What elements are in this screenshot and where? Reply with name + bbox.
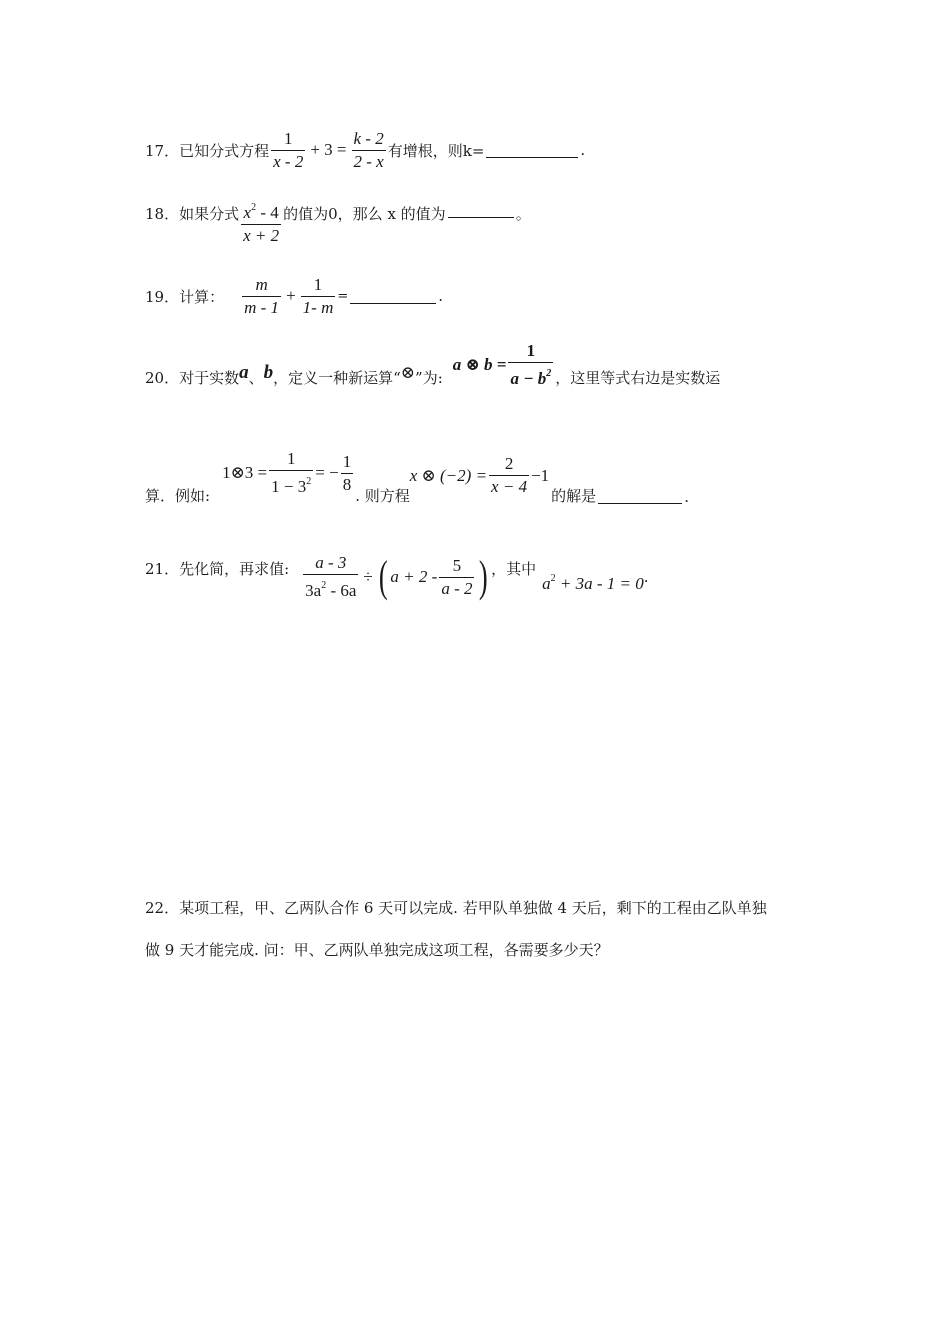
question-number: 19．	[145, 287, 180, 306]
fraction-denominator: a - 2	[441, 578, 473, 598]
question-22-line-1: 22．某项工程，甲、乙两队合作 6 天可以完成. 若甲队单独做 4 天后，剩下的工程由乙队单独	[145, 899, 767, 917]
fraction-1	[303, 554, 358, 600]
exponent: 2	[251, 202, 257, 213]
separator: 、	[248, 368, 264, 387]
question-prompt: 计算：	[179, 287, 225, 306]
question-prompt: 对于实数	[179, 368, 240, 387]
exponent: 2	[550, 572, 556, 584]
question-tail: ，这里等式右边是实数运	[555, 368, 721, 387]
fraction-denominator: x − 4	[491, 477, 528, 496]
paren-open: (	[378, 552, 388, 601]
question-number: 20．	[145, 368, 180, 387]
fraction-denominator: 2 - x	[353, 151, 384, 171]
fraction-numerator: 1	[283, 128, 293, 148]
fraction-denominator	[303, 574, 358, 600]
fraction-2	[352, 130, 386, 171]
exponent: 2	[321, 580, 327, 591]
fraction-numerator	[242, 199, 281, 224]
fraction-denominator: m - 1	[244, 297, 280, 317]
equation-lhs: x ⊗ (−2) =	[409, 465, 488, 485]
fraction-numerator: 1	[342, 451, 352, 471]
definition-text: ，定义一种新运算“	[273, 368, 401, 387]
definition-lhs: a ⊗ b =	[452, 355, 507, 374]
variable-x: x	[243, 203, 252, 222]
question-prompt: 如果分式	[179, 205, 240, 223]
fraction-1	[242, 276, 281, 317]
divide-sign: ÷	[363, 567, 373, 586]
denominator-rest: - 6a	[326, 581, 357, 600]
answer-blank[interactable]	[486, 143, 578, 158]
example-lhs: 1⊗3 =	[222, 463, 268, 482]
fraction-denominator	[508, 362, 553, 388]
question-end: 。	[515, 205, 531, 223]
example-equals: = −	[315, 463, 339, 482]
question-prompt: 先化简，再求值:	[179, 559, 290, 578]
question-end: .	[438, 287, 444, 305]
answer-blank[interactable]	[598, 489, 682, 504]
fraction-numerator: 5	[452, 555, 462, 575]
fraction-numerator: 1	[286, 449, 296, 468]
otimes-symbol: ⊗	[400, 363, 416, 382]
fraction-numerator: 2	[504, 454, 514, 473]
fraction-numerator: 1	[313, 274, 323, 294]
fraction-numerator: a - 3	[315, 553, 347, 572]
example-fraction-1	[269, 450, 313, 496]
question-19	[145, 273, 443, 319]
condition	[542, 573, 644, 594]
operator: + 3 =	[310, 140, 347, 159]
question-number: 17．	[145, 141, 180, 160]
operator: +	[286, 286, 296, 305]
fraction-numerator: m	[255, 274, 268, 294]
question-20-line-2	[145, 449, 689, 508]
answer-blank[interactable]	[448, 203, 514, 218]
fraction-denominator	[269, 470, 313, 496]
example-expression	[222, 450, 355, 496]
question-number: 18．	[145, 205, 180, 223]
denominator-base: 1 − 3	[271, 477, 307, 496]
example-fraction-2	[341, 453, 354, 494]
fraction-1	[271, 130, 305, 171]
equation-expression	[410, 455, 549, 496]
equals-sign: =	[337, 288, 349, 304]
fraction-denominator: 8	[342, 474, 352, 494]
example-tail: . 则方程	[355, 487, 410, 505]
paren-close: )	[479, 552, 489, 601]
equation-fraction	[489, 455, 529, 496]
condition-rest: + 3a - 1 = 0	[555, 573, 644, 593]
question-number: 21．	[145, 559, 180, 578]
denominator-base: a − b	[510, 369, 547, 388]
question-17	[145, 127, 585, 173]
fraction	[241, 199, 281, 245]
numerator-rest: - 4	[256, 203, 279, 222]
question-22-line-2: 做 9 天才能完成. 问：甲、乙两队单独完成这项工程，各需要多少天？	[145, 941, 609, 959]
fraction-2	[439, 557, 474, 598]
answer-blank[interactable]	[350, 289, 436, 304]
question-21	[145, 548, 649, 606]
definition-fraction	[508, 342, 553, 388]
question-tail: 有增根，则k=	[387, 141, 485, 160]
fraction-2	[301, 276, 336, 317]
fraction-denominator: 1- m	[302, 297, 334, 317]
question-tail: ，其中	[491, 559, 537, 578]
example-label: 算．例如:	[145, 487, 211, 505]
question-tail: 的值为0，那么 x 的值为	[283, 205, 446, 223]
variable-a: a	[239, 362, 249, 383]
question-prompt: 已知分式方程	[179, 141, 270, 160]
inner-expression: a + 2 -	[390, 567, 438, 586]
equation-tail: −1	[531, 465, 550, 485]
question-20	[145, 336, 720, 396]
fraction-denominator: x + 2	[243, 226, 280, 245]
condition-var: a	[542, 573, 551, 593]
definition-text-2: ”为:	[415, 368, 443, 387]
answer-prompt: 的解是	[551, 487, 597, 505]
fraction-denominator: x - 2	[273, 151, 304, 171]
question-end: .	[580, 141, 586, 159]
exponent: 2	[546, 368, 552, 379]
question-end: .	[643, 568, 649, 586]
question-end: .	[684, 488, 689, 506]
exponent: 2	[306, 476, 312, 487]
fraction-numerator: k - 2	[353, 128, 384, 148]
question-18	[145, 199, 531, 245]
denominator-part: 3a	[305, 581, 322, 600]
fraction-numerator: 1	[526, 341, 536, 360]
variable-b: b	[263, 362, 274, 383]
